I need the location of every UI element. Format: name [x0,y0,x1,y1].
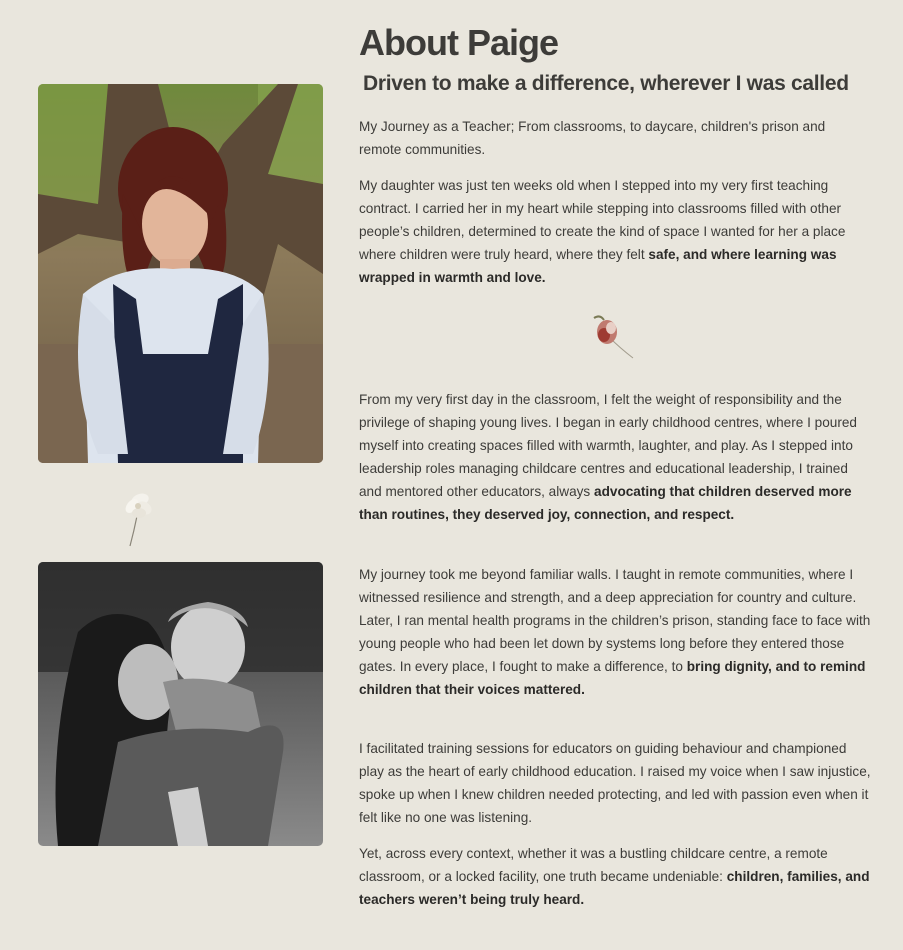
portrait-photo [38,84,323,463]
paragraph-bold-text: children, families, and teachers weren’t being truly heard. [359,869,870,907]
paragraph-intro [359,115,871,161]
paragraph-text: Yet, across every context, whether it was a bustling childcare centre, a remote classroom, or a locked facility, one truth became undeniable: [359,846,828,884]
paragraph-bold-text: safe, and where learning was wrapped in warmth and love. [359,247,837,285]
paragraph-truth [359,842,871,911]
paragraph-training [359,737,871,829]
paragraph-text: From my very first day in the classroom, I felt the weight of responsibility and the privilege of shaping young lives. I began in early childhood centres, where I poured myself into creating spaces filled with warmth, laughter, and play. As I stepped into leadership roles managing childcare centres and educational leadership, I trained and mentored other educators, always [359,392,857,499]
paragraph-text: My Journey as a Teacher; From classrooms, to daycare, children's prison and remote communities. [359,119,826,157]
paragraph-daughter [359,174,871,289]
paragraph-text: I facilitated training sessions for educators on guiding behaviour and championed play as the heart of early childhood education. I raised my voice when I saw injustice, spoke up when I knew children needed protecting, and led with passion even when it felt like no one was listening. [359,741,871,825]
pressed-pink-flower-icon [590,312,636,360]
page-subtitle: Driven to make a difference, wherever I was called [363,72,849,95]
paragraph-text: My daughter was just ten weeks old when I stepped into my very first teaching contract. I carried her in my heart while stepping into classrooms filled with other people’s children, determined to create the kind of space I wanted for her a place where children were truly heard, where they felt [359,178,846,262]
paragraph-first-day [359,388,871,526]
paragraph-text: My journey took me beyond familiar walls. I taught in remote communities, where I witnessed resilience and strength, and a deep appreciation for country and culture. Later, I ran mental health programs in the children’s prison, standing face to face with young people who had been let down by systems long before they entered those gates. In every place, I fought to make a difference, to [359,567,871,674]
mother-child-photo [38,562,323,846]
paragraph-bold-text: bring dignity, and to remind children that their voices mattered. [359,659,866,697]
paragraph-journey [359,563,871,701]
pressed-white-flower-icon [118,486,158,548]
page-title: About Paige [359,22,559,63]
paragraph-bold-text: advocating that children deserved more than routines, they deserved joy, connection, and respect. [359,484,852,522]
